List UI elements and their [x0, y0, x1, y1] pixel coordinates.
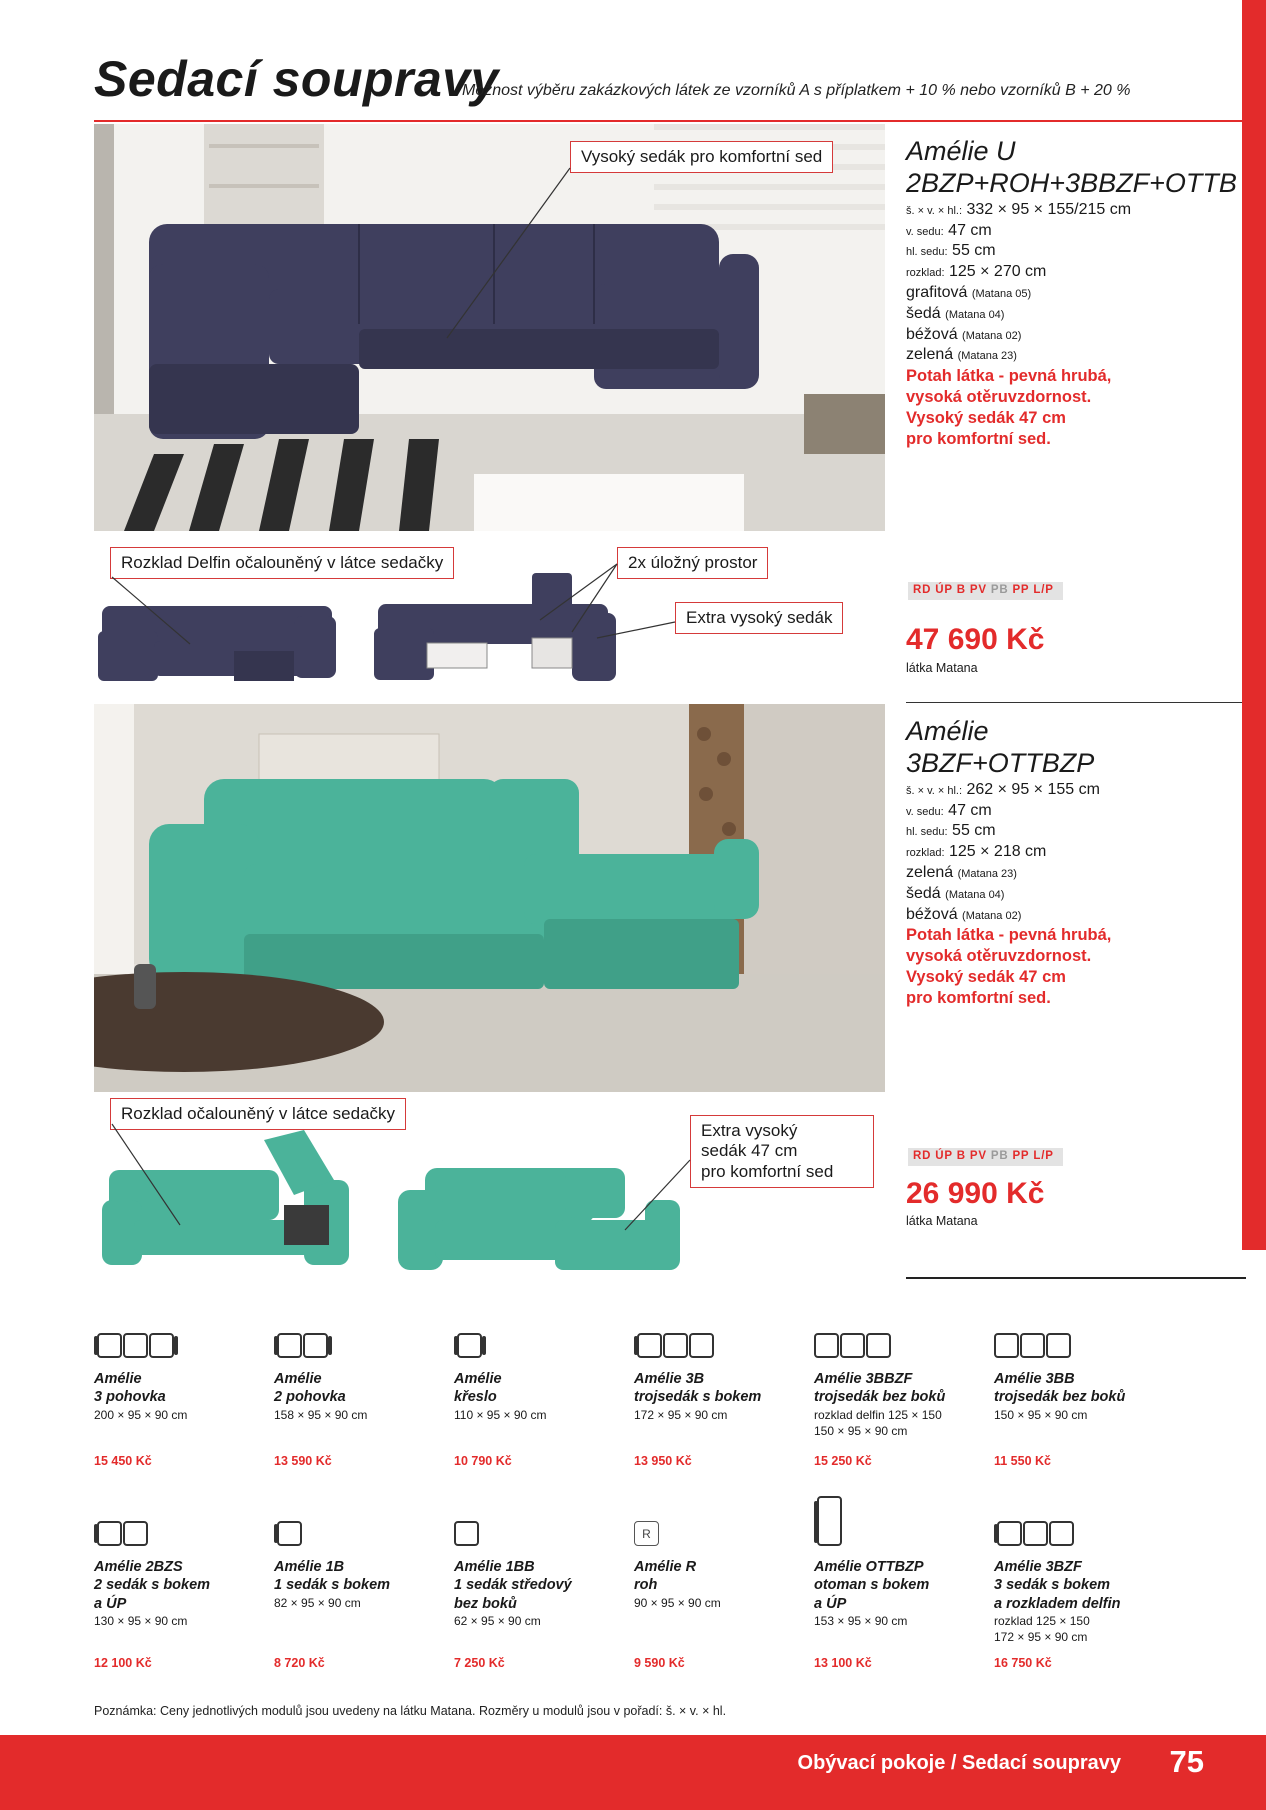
- module-price: 12 100 Kč: [94, 1656, 152, 1670]
- module-name: Amélie 1B 1 sedák s bokem: [274, 1559, 391, 1594]
- module-price: 13 950 Kč: [634, 1454, 692, 1468]
- module-price: 10 790 Kč: [454, 1454, 512, 1468]
- footnote: Poznámka: Ceny jednotlivých modulů jsou uvedeny na látku Matana. Rozměry u modulů jsou v pořadí: š. × v. × hl.: [94, 1704, 727, 1718]
- module-icon-ottoman: [814, 1496, 989, 1546]
- product-divider: [906, 1277, 1246, 1279]
- product1-note: vysoká otěruvzdornost.: [906, 388, 1092, 407]
- product2-feature-badges: [908, 1148, 1063, 1166]
- module-icon-3-seat: [94, 1330, 269, 1358]
- badge: PB: [990, 584, 1009, 596]
- module-item: [274, 1496, 449, 1611]
- badge: PP: [1012, 584, 1030, 596]
- product2-bed-photo: [94, 1120, 374, 1280]
- product2-seat-height: v. sedu: 47 cm: [906, 801, 992, 819]
- module-icon-3-seat-one-arm: [634, 1330, 809, 1358]
- callout-high-seat: Vysoký sedák pro komfortní sed: [570, 141, 833, 173]
- product1-note: pro komfortní sed.: [906, 429, 1051, 448]
- badge: L/P: [1033, 1150, 1054, 1162]
- badge: PV: [969, 584, 987, 596]
- module-item: [814, 1330, 989, 1439]
- module-dims: 153 × 95 × 90 cm: [814, 1614, 908, 1629]
- badge: B: [956, 584, 966, 596]
- module-name: Amélie 3B trojsedák s bokem: [634, 1371, 762, 1406]
- product2-note: pro komfortní sed.: [906, 989, 1051, 1008]
- module-dims: rozklad delfin 125 × 150 150 × 95 × 90 cm: [814, 1407, 942, 1438]
- badge: RD: [913, 1150, 932, 1162]
- product1-fabric: látka Matana: [906, 661, 978, 675]
- module-dims: 158 × 95 × 90 cm: [274, 1407, 368, 1422]
- module-price: 15 250 Kč: [814, 1454, 872, 1468]
- module-name: Amélie 3BZF 3 sedák s bokem a rozkladem delfin: [994, 1559, 1121, 1612]
- module-price: 9 590 Kč: [634, 1656, 685, 1670]
- side-accent-bar: [1242, 0, 1266, 1250]
- product1-seat-height: v. sedu: 47 cm: [906, 221, 992, 239]
- product1-bed-photo: [94, 596, 344, 686]
- module-item: [454, 1330, 629, 1423]
- module-icon-3-seat-no-arms: [814, 1330, 989, 1358]
- callout-upholstered-bed: Rozklad očalouněný v látce sedačky: [110, 1098, 406, 1130]
- module-price: 8 720 Kč: [274, 1656, 325, 1670]
- module-name: Amélie R roh: [634, 1559, 697, 1594]
- product2-main-photo: [94, 704, 885, 1092]
- badge: B: [956, 1150, 966, 1162]
- product1-bed-size: rozklad: 125 × 270 cm: [906, 263, 1047, 281]
- badge: PB: [990, 1150, 1009, 1162]
- product2-note: Potah látka - pevná hrubá,: [906, 926, 1112, 945]
- module-item: [814, 1496, 989, 1629]
- product1-price: 47 690 Kč: [906, 623, 1045, 656]
- product2-color: šedá (Matana 04): [906, 884, 1005, 902]
- footer-section-title: Obývací pokoje / Sedací soupravy: [797, 1752, 1121, 1774]
- module-dims: rozklad 125 × 150 172 × 95 × 90 cm: [994, 1614, 1090, 1645]
- header-divider: [94, 120, 1242, 122]
- product2-bed-size: rozklad: 125 × 218 cm: [906, 843, 1047, 861]
- callout-storage: 2x úložný prostor: [617, 547, 768, 579]
- product-divider: [906, 702, 1242, 703]
- module-dims: 130 × 95 × 90 cm: [94, 1614, 188, 1629]
- module-price: 13 100 Kč: [814, 1656, 872, 1670]
- badge: ÚP: [935, 584, 953, 596]
- product2-config: 3BZF+OTTBZP: [906, 747, 1095, 778]
- product1-color: grafitová (Matana 05): [906, 283, 1032, 301]
- module-name: Amélie 3BB trojsedák bez boků: [994, 1371, 1126, 1406]
- module-icon-armchair: [454, 1330, 629, 1358]
- product2-seat-depth: hl. sedu: 55 cm: [906, 822, 996, 840]
- module-icon-3-seat-one-arm: [994, 1496, 1169, 1546]
- module-item: [634, 1496, 809, 1611]
- module-item: [274, 1330, 449, 1423]
- product2-note: Vysoký sedák 47 cm: [906, 968, 1066, 987]
- module-price: 16 750 Kč: [994, 1656, 1052, 1670]
- module-item: [94, 1330, 269, 1423]
- product1-dimensions: š. × v. × hl.: 332 × 95 × 155/215 cm: [906, 200, 1132, 218]
- product2-color: béžová (Matana 02): [906, 905, 1022, 923]
- product1-note: Potah látka - pevná hrubá,: [906, 367, 1112, 386]
- badge: L/P: [1033, 584, 1054, 596]
- product2-info: [906, 716, 1241, 1009]
- product2-color: zelená (Matana 23): [906, 863, 1017, 881]
- module-name: Amélie 1BB 1 sedák středový bez boků: [454, 1559, 572, 1612]
- module-item: [994, 1330, 1169, 1423]
- module-name: Amélie 2BZS 2 sedák s bokem a ÚP: [94, 1559, 211, 1612]
- product2-fabric: látka Matana: [906, 1214, 978, 1228]
- product1-seat-depth: hl. sedu: 55 cm: [906, 242, 996, 260]
- module-item: [634, 1330, 809, 1423]
- product1-color: šedá (Matana 04): [906, 304, 1005, 322]
- module-item: [94, 1496, 269, 1629]
- product2-note: vysoká otěruvzdornost.: [906, 947, 1092, 966]
- product1-main-photo: [94, 124, 885, 531]
- product1-storage-photo: [372, 568, 622, 686]
- module-dims: 150 × 95 × 90 cm: [994, 1407, 1088, 1422]
- module-dims: 90 × 95 × 90 cm: [634, 1595, 721, 1610]
- module-dims: 172 × 95 × 90 cm: [634, 1407, 728, 1422]
- module-dims: 110 × 95 × 90 cm: [454, 1407, 547, 1422]
- product2-price: 26 990 Kč: [906, 1177, 1045, 1210]
- module-price: 11 550 Kč: [994, 1454, 1051, 1468]
- module-icon-corner: R: [634, 1496, 809, 1546]
- badge: RD: [913, 584, 932, 596]
- product2-chaise-photo: [395, 1160, 695, 1285]
- badge: ÚP: [935, 1150, 953, 1162]
- module-name: Amélie 3 pohovka: [94, 1371, 166, 1406]
- product1-config: 2BZP+ROH+3BBZF+OTTB: [906, 167, 1237, 198]
- callout-extra-high-seat: Extra vysoký sedák 47 cm pro komfortní sed: [690, 1115, 874, 1188]
- product1-color: zelená (Matana 23): [906, 346, 1017, 364]
- product1-note: Vysoký sedák 47 cm: [906, 409, 1066, 427]
- module-icon-1-seat-no-arms: [454, 1496, 629, 1546]
- badge: PP: [1012, 1150, 1030, 1162]
- page-subtitle: Možnost výběru zakázkových látek ze vzorníků A s příplatkem + 10 % nebo vzorníků B + 20 %: [462, 82, 1131, 99]
- module-price: 15 450 Kč: [94, 1454, 152, 1468]
- module-price: 13 590 Kč: [274, 1454, 332, 1468]
- callout-extra-high-seat: Extra vysoký sedák: [675, 602, 843, 634]
- badge: PV: [969, 1150, 987, 1162]
- module-name: Amélie 2 pohovka: [274, 1371, 346, 1406]
- module-dims: 200 × 95 × 90 cm: [94, 1407, 188, 1422]
- product1-color: béžová (Matana 02): [906, 325, 1022, 343]
- product1-name: Amélie U: [906, 136, 1016, 166]
- page-number: 75: [1169, 1744, 1204, 1779]
- module-icon-2-seat-one-arm: [94, 1496, 269, 1546]
- module-name: Amélie 3BBZF trojsedák bez boků: [814, 1371, 946, 1406]
- module-price: 7 250 Kč: [454, 1656, 505, 1670]
- module-dims: 62 × 95 × 90 cm: [454, 1614, 541, 1629]
- module-item: [454, 1496, 629, 1629]
- module-name: Amélie křeslo: [454, 1371, 502, 1406]
- module-dims: 82 × 95 × 90 cm: [274, 1595, 361, 1610]
- callout-delfin-bed: Rozklad Delfin očalouněný v látce sedačky: [110, 547, 454, 579]
- product2-name: Amélie: [906, 716, 989, 746]
- module-name: Amélie OTTBZP otoman s bokem a ÚP: [814, 1559, 930, 1612]
- module-icon-3-seat-no-arms: [994, 1330, 1169, 1358]
- product1-feature-badges: [908, 582, 1063, 600]
- page-title: Sedací soupravy: [94, 51, 499, 107]
- module-icon-1-seat-one-arm: [274, 1496, 449, 1546]
- module-icon-2-seat: [274, 1330, 449, 1358]
- product2-dimensions: š. × v. × hl.: 262 × 95 × 155 cm: [906, 780, 1100, 798]
- module-item: [994, 1496, 1169, 1646]
- product1-info: [906, 136, 1241, 450]
